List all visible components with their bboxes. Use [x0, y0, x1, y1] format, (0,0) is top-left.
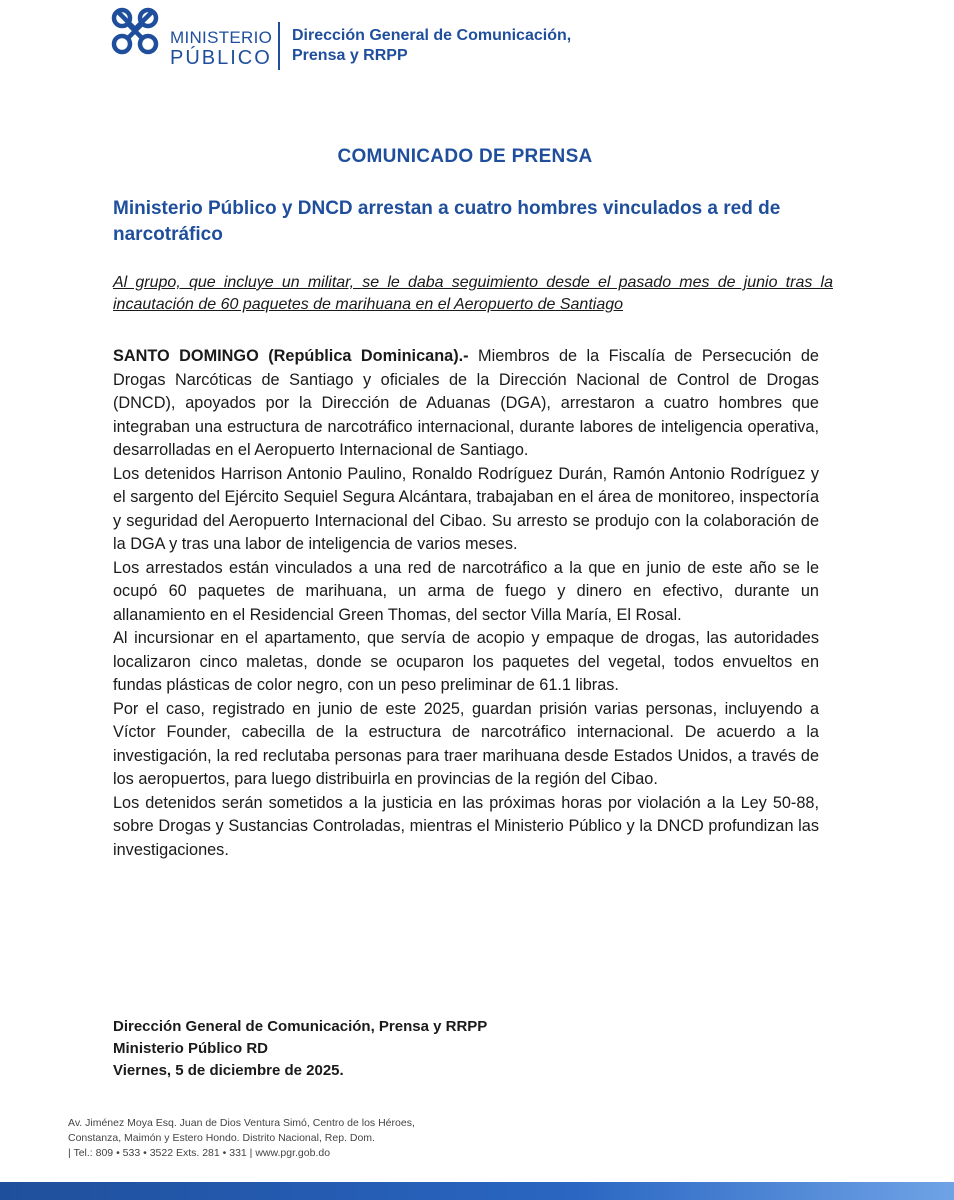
footer-line-2: Constanza, Maimón y Estero Hondo. Distrito Nacional, Rep. Dom.	[68, 1132, 375, 1144]
press-release-body	[113, 345, 819, 862]
paragraph-6: Los detenidos serán sometidos a la justicia en las próximas horas por violación a la Ley 50-88, sobre Drogas y Sustancias Controladas, mientras el Ministerio Público y la DNCD profundizan las investigaciones.	[113, 793, 819, 859]
logo-wordmark	[170, 28, 272, 68]
paragraph-4: Al incursionar en el apartamento, que servía de acopio y empaque de drogas, las autoridades localizaron cinco maletas, donde se ocuparon los paquetes del vegetal, todos envueltos en fundas plásticas de color negro, con un peso preliminar de 61.1 libras.	[113, 629, 819, 694]
signature-line-2: Ministerio Público RD	[113, 1040, 269, 1057]
paragraph-3: Los arrestados están vinculados a una red de narcotráfico a la que en junio de este año se le ocupó 60 paquetes de marihuana, un arma de fuego y dinero en efectivo, durante un allanamiento en el Residencial Green Thomas, del sector Villa María, El Rosal.	[113, 558, 819, 624]
logo-line-2: PÚBLICO	[170, 47, 272, 69]
signature-line-1: Dirección General de Comunicación, Prensa y RRPP	[113, 1018, 488, 1035]
dateline: SANTO DOMINGO (República Dominicana).-	[113, 347, 469, 365]
paragraph-1-text: Miembros de la Fiscalía de Persecución de Drogas Narcóticas de Santiago y oficiales de la Dirección Nacional de Control de Drogas (DNCD), apoyados por la Dirección de Aduanas (DGA), arrestaron a cuatro hombres que integraban una estructura de narcotráfico internacional, durante labores de inteligencia operativa, desarrolladas en el Aeropuerto Internacional de Santiago.	[113, 347, 819, 459]
paragraph-5: Por el caso, registrado en junio de este 2025, guardan prisión varias personas, incluyendo a Víctor Founder, cabecilla de la estructura de narcotráfico internacional. De acuerdo a la investigación, la red reclutaba personas para traer marihuana desde Estados Unidos, a través de los aeropuertos, para luego distribuirla en provincias de la región del Cibao.	[113, 699, 819, 788]
footer-line-1: Av. Jiménez Moya Esq. Juan de Dios Ventura Simó, Centro de los Héroes,	[68, 1117, 415, 1129]
department-name	[292, 26, 571, 66]
footer-address	[68, 1116, 415, 1161]
letterhead	[108, 4, 668, 70]
subheadline: Al grupo, que incluye un militar, se le daba seguimiento desde el pasado mes de junio tras la incautación de 60 paquetes de marihuana en el Aeropuerto de Santiago	[113, 274, 833, 313]
ministerio-publico-logo-icon	[108, 4, 162, 58]
logo-line-1: MINISTERIO	[170, 28, 273, 47]
headline: Ministerio Público y DNCD arrestan a cuatro hombres vinculados a red de narcotráfico	[113, 198, 781, 245]
signature-block	[113, 1016, 487, 1082]
footer-color-bar	[0, 1182, 954, 1200]
signature-date: Viernes, 5 de diciembre de 2025.	[113, 1062, 344, 1079]
document-title: COMUNICADO DE PRENSA	[337, 146, 593, 167]
footer-line-3: | Tel.: 809 • 533 • 3522 Exts. 281 • 331 | www.pgr.gob.do	[68, 1147, 331, 1159]
department-line-1: Dirección General de Comunicación,	[292, 27, 572, 44]
paragraph-2: Los detenidos Harrison Antonio Paulino, Ronaldo Rodríguez Durán, Ramón Antonio Rodríguez y el sargento del Ejército Sequiel Segura Alcántara, trabajaban en el área de monitoreo, inspectoría y seguridad del Aeropuerto Internacional del Cibao. Su arresto se produjo con la colaboración de la DGA y tras una labor de inteligencia de varios meses.	[113, 464, 819, 553]
header-divider	[278, 22, 280, 70]
department-line-2: Prensa y RRPP	[292, 47, 408, 64]
paragraph-1	[113, 345, 819, 463]
